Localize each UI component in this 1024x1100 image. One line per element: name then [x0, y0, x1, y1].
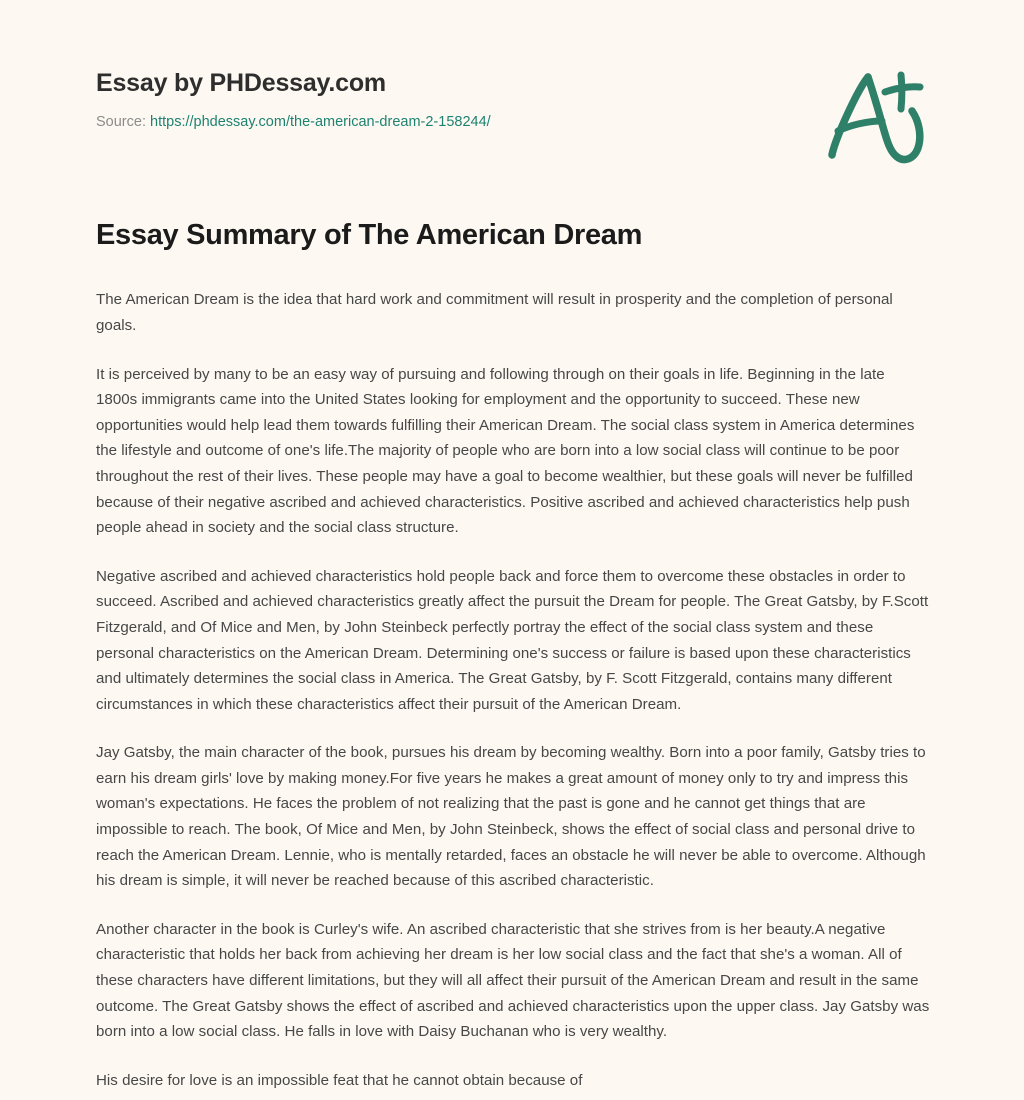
paragraph: His desire for love is an impossible feat that he cannot obtain because of [96, 1071, 583, 1089]
paragraph: Negative ascribed and achieved characteristics hold people back and force them to overcome these obstacles in order to succeed. Ascribed and achieved characteristics greatly affect the pursuit the Dream for people. The Great Gatsby, by F.Scott Fitzgerald, and Of Mice and Men, by John Steinbeck perfectly portray the effect of the social class system and these personal characteristics on the American Dream. Determining one's success or failure is based upon these characteristics and ultimately determines the social class in America. The Great Gatsby, by F. Scott Fitzgerald, contains many different circumstances in which these characteristics affect their pursuit of the American Dream. [96, 567, 929, 713]
source-label: Source: [96, 113, 146, 130]
page-header [0, 0, 1024, 200]
phdessay-a-plus-logo-icon [812, 55, 942, 170]
article-body [96, 218, 930, 1093]
paragraph: The American Dream is the idea that hard work and commitment will result in prosperity and the completion of personal goals. [96, 291, 893, 334]
brand-block [96, 70, 736, 131]
page-title: Essay Summary of The American Dream [96, 219, 643, 251]
paragraph: Jay Gatsby, the main character of the book, pursues his dream by becoming wealthy. Born into a poor family, Gatsby tries to earn his dream girls' love by making money.For five years he makes a great amount of money only to try and impress this woman's expectations. He faces the problem of not realizing that the past is gone and he cannot get things that are impossible to reach. The book, Of Mice and Men, by John Steinbeck, shows the effect of social class and personal drive to reach the American Dream. Lennie, who is mentally retarded, faces an obstacle he will never be able to overcome. Although his dream is simple, it will never be reached because of this ascribed characteristic. [96, 744, 926, 890]
brand-title: Essay by PHDessay.com [96, 69, 386, 97]
paragraph: It is perceived by many to be an easy way of pursuing and following through on their goals in life. Beginning in the late 1800s immigrants came into the United States looking for employment and the opportunity to succeed. These new opportunities would help lead them towards fulfilling their American Dream. The social class system in America determines the lifestyle and outcome of one's life.The majority of people who are born into a low social class will continue to be poor throughout the rest of their lives. These people may have a goal to become wealthier, but these goals will never be fulfilled because of their negative ascribed and achieved characteristics. Positive ascribed and achieved characteristics help push people ahead in society and the social class structure. [96, 365, 915, 537]
source-line [96, 114, 736, 131]
paragraph: Another character in the book is Curley's wife. An ascribed characteristic that she strives from is her beauty.A negative characteristic that holds her back from achieving her dream is her low social class and the fact that she's a woman. All of these characters have different limitations, but they will all affect their pursuit of the American Dream and result in the same outcome. The Great Gatsby shows the effect of ascribed and achieved characteristics upon the upper class. Jay Gatsby was born into a low social class. He falls in love with Daisy Buchanan who is very wealthy. [96, 920, 930, 1041]
source-url-link[interactable]: https://phdessay.com/the-american-dream-2-158244/ [150, 113, 491, 130]
